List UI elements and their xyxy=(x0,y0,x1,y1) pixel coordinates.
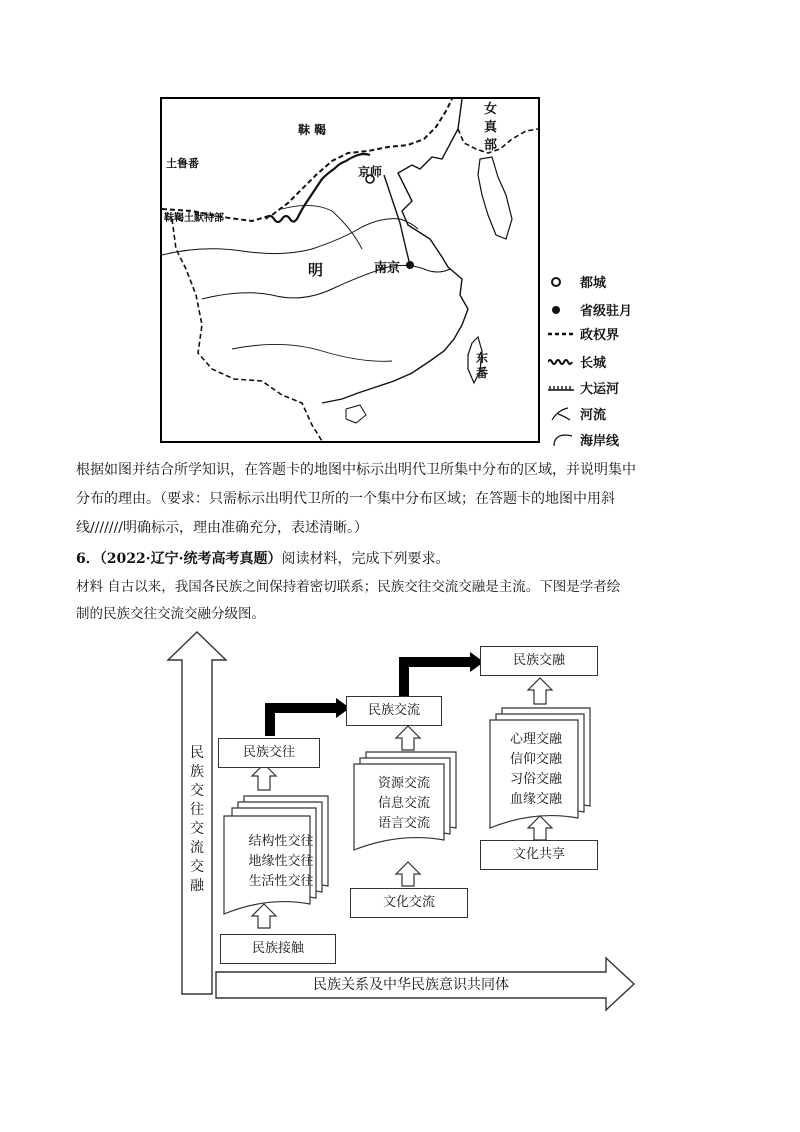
step-arrow-2 xyxy=(404,662,472,698)
political-border-icon xyxy=(548,326,574,342)
flow-box: 民族交流 xyxy=(346,696,442,726)
nanjing-marker xyxy=(406,261,414,269)
up-arrow-6 xyxy=(528,816,552,840)
ming-map xyxy=(160,97,540,443)
capital-icon xyxy=(548,274,574,290)
provincial-seat-icon xyxy=(548,302,574,318)
yellow-river xyxy=(162,219,418,255)
legend-capital: 都城 xyxy=(548,272,606,291)
up-arrow-4 xyxy=(396,862,420,886)
x-axis-label: 民族关系及中华民族意识共同体 xyxy=(313,977,509,993)
up-arrow-5 xyxy=(528,678,552,704)
exchange-box: 民族交往 xyxy=(218,738,320,768)
pearl-river xyxy=(232,344,392,361)
question5-line-2: 分布的理由。（要求：只需标示出明代卫所的一个集中分布区域；在答题卡的地图中用斜 xyxy=(76,491,615,507)
legend-coastline: 海岸线 xyxy=(548,430,619,449)
step-arrow-1 xyxy=(270,708,338,736)
question6-heading xyxy=(76,548,449,568)
question6-prompt: 阅读材料，完成下列要求。 xyxy=(281,551,450,567)
northeast-border xyxy=(458,129,538,153)
culture-share-box: 文化共享 xyxy=(480,840,598,870)
up-arrow-3 xyxy=(396,726,420,750)
label-mohe-tumote: 靺鞨土默特部 xyxy=(164,213,224,224)
great-wall xyxy=(266,154,370,222)
question6-source: （2022·辽宁·统考高考真题） xyxy=(99,551,282,567)
legend-provincial-seat: 省级驻月 xyxy=(548,300,632,319)
question5-line-1: 根据如图并结合所学知识，在答题卡的地图中标示出明代卫所集中分布的区域，并说明集中 xyxy=(76,462,636,478)
label-mohe: 靺 鞨 xyxy=(298,123,327,137)
yangtze-river xyxy=(202,265,450,299)
question6-number: 6． xyxy=(76,551,100,567)
southwest-border xyxy=(172,219,322,441)
up-arrow-2 xyxy=(252,904,276,928)
hainan-outline xyxy=(346,405,366,423)
great-wall-icon xyxy=(548,354,574,370)
flow-items: 资源交流 信息交流 语言交流 xyxy=(377,776,430,831)
fusion-items: 心理交融 信仰交融 习俗交融 血缘交融 xyxy=(509,732,562,807)
map-drawing xyxy=(162,99,538,441)
legend-grand-canal: 大运河 xyxy=(548,378,619,397)
grand-canal-icon xyxy=(548,380,574,396)
y-axis-label: 民 族 交 往 交 流 交 融 xyxy=(190,745,204,894)
river-icon xyxy=(548,406,574,422)
label-dongfan: 东 番 xyxy=(476,351,489,380)
material-line-1: 材料 自古以来，我国各民族之间保持着密切联系；民族交往交流交融是主流。下图是学者绘 xyxy=(76,579,621,595)
label-nuzhen: 女 真 部 xyxy=(484,102,498,153)
river-north xyxy=(282,205,362,249)
label-jingshi: 京师 xyxy=(358,165,383,179)
coastline-icon xyxy=(548,432,574,448)
label-nanjing: 南京 xyxy=(374,261,401,276)
culture-exchange-box: 文化交流 xyxy=(350,888,468,918)
material-line-2: 制的民族交往交流交融分级图。 xyxy=(76,606,265,622)
exchange-items: 结构性交往 地缘性交往 生活性交往 xyxy=(248,834,314,889)
contact-box: 民族接触 xyxy=(220,934,336,964)
label-ming: 明 xyxy=(308,261,324,279)
legend-great-wall: 长城 xyxy=(548,352,606,371)
legend-political-border: 政权界 xyxy=(548,324,619,343)
legend-river: 河流 xyxy=(548,404,606,423)
korea-outline xyxy=(478,157,512,239)
question5-line-3: 线///////明确标示，理由准确充分，表述清晰。） xyxy=(76,520,369,536)
coastline xyxy=(322,99,468,403)
fusion-box: 民族交融 xyxy=(480,646,598,676)
label-tulufan: 土鲁番 xyxy=(166,157,199,170)
